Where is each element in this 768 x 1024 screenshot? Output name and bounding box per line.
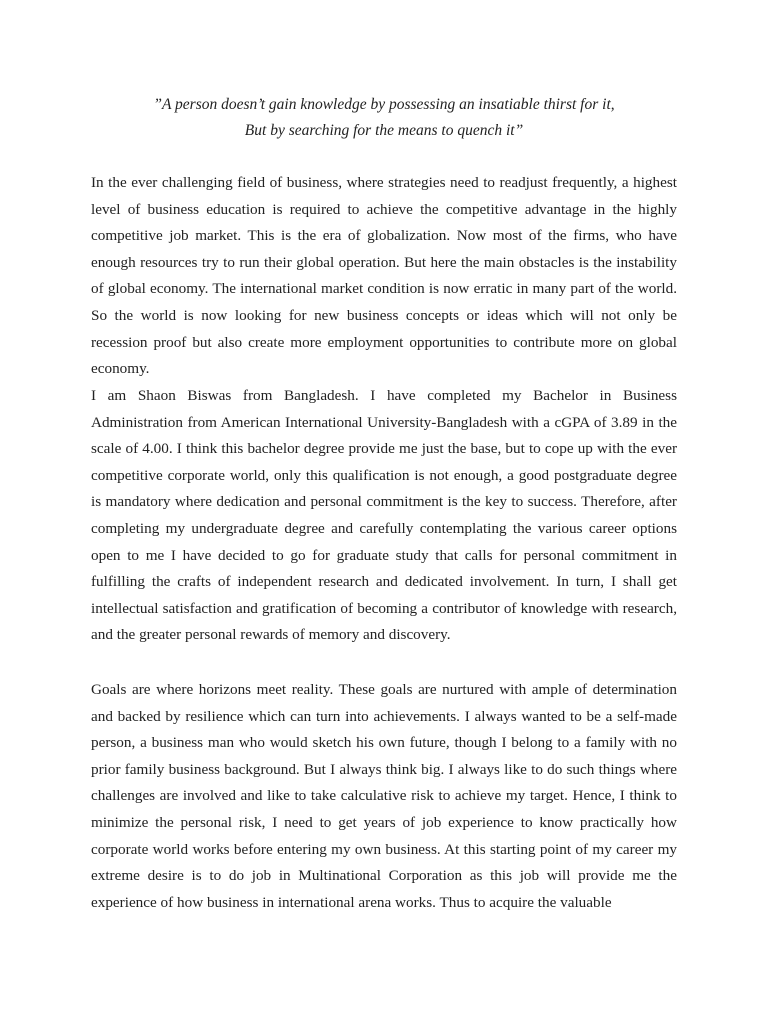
quote-line-1: ”A person doesn’t gain knowledge by possessing an insatiable thirst for it, (153, 96, 615, 113)
epigraph-quote (90, 92, 678, 144)
paragraph-background: I am Shaon Biswas from Bangladesh. I have completed my Bachelor in Business Administration from American International University-Bangladesh with a cGPA of 3.89 in the scale of 4.00. I think this bachelor degree provide me just the base, but to cope up with the ever competitive corporate world, only this qualification is not enough, a good postgraduate degree is mandatory where dedication and personal commitment is the key to success. Therefore, after completing my undergraduate degree and carefully contemplating the various career options open to me I have decided to go for graduate study that calls for personal commitment in fulfilling the crafts of independent research and dedicated involvement. In turn, I shall get intellectual satisfaction and gratification of becoming a contributor of knowledge with research, and the greater personal rewards of memory and discovery. (91, 387, 677, 644)
paragraph-business-field: In the ever challenging field of business, where strategies need to readjust frequently, a highest level of business education is required to achieve the competitive advantage in the highly competitive job market. This is the era of globalization. Now most of the firms, who have enough resources try to run their global operation. But here the main obstacles is the instability of global economy. The international market condition is now erratic in many part of the world. So the world is now looking for new business concepts or ideas which will not only be recession proof but also create more employment opportunities to contribute more on global economy. (91, 174, 677, 378)
quote-line-2: But by searching for the means to quench it” (244, 122, 524, 139)
paragraph-goals: Goals are where horizons meet reality. These goals are nurtured with ample of determination and backed by resilience which can turn into achievements. I always wanted to be a self-made person, a business man who would sketch his own future, though I belong to a family with no prior family business background. But I always think big. I always like to do such things where challenges are involved and like to take calculative risk to achieve my target. Hence, I think to minimize the personal risk, I need to get years of job experience to know practically how corporate world works before entering my own business. At this starting point of my career my extreme desire is to do job in Multinational Corporation as this job will provide me the experience of how business in international arena works. Thus to acquire the valuable (91, 681, 677, 911)
